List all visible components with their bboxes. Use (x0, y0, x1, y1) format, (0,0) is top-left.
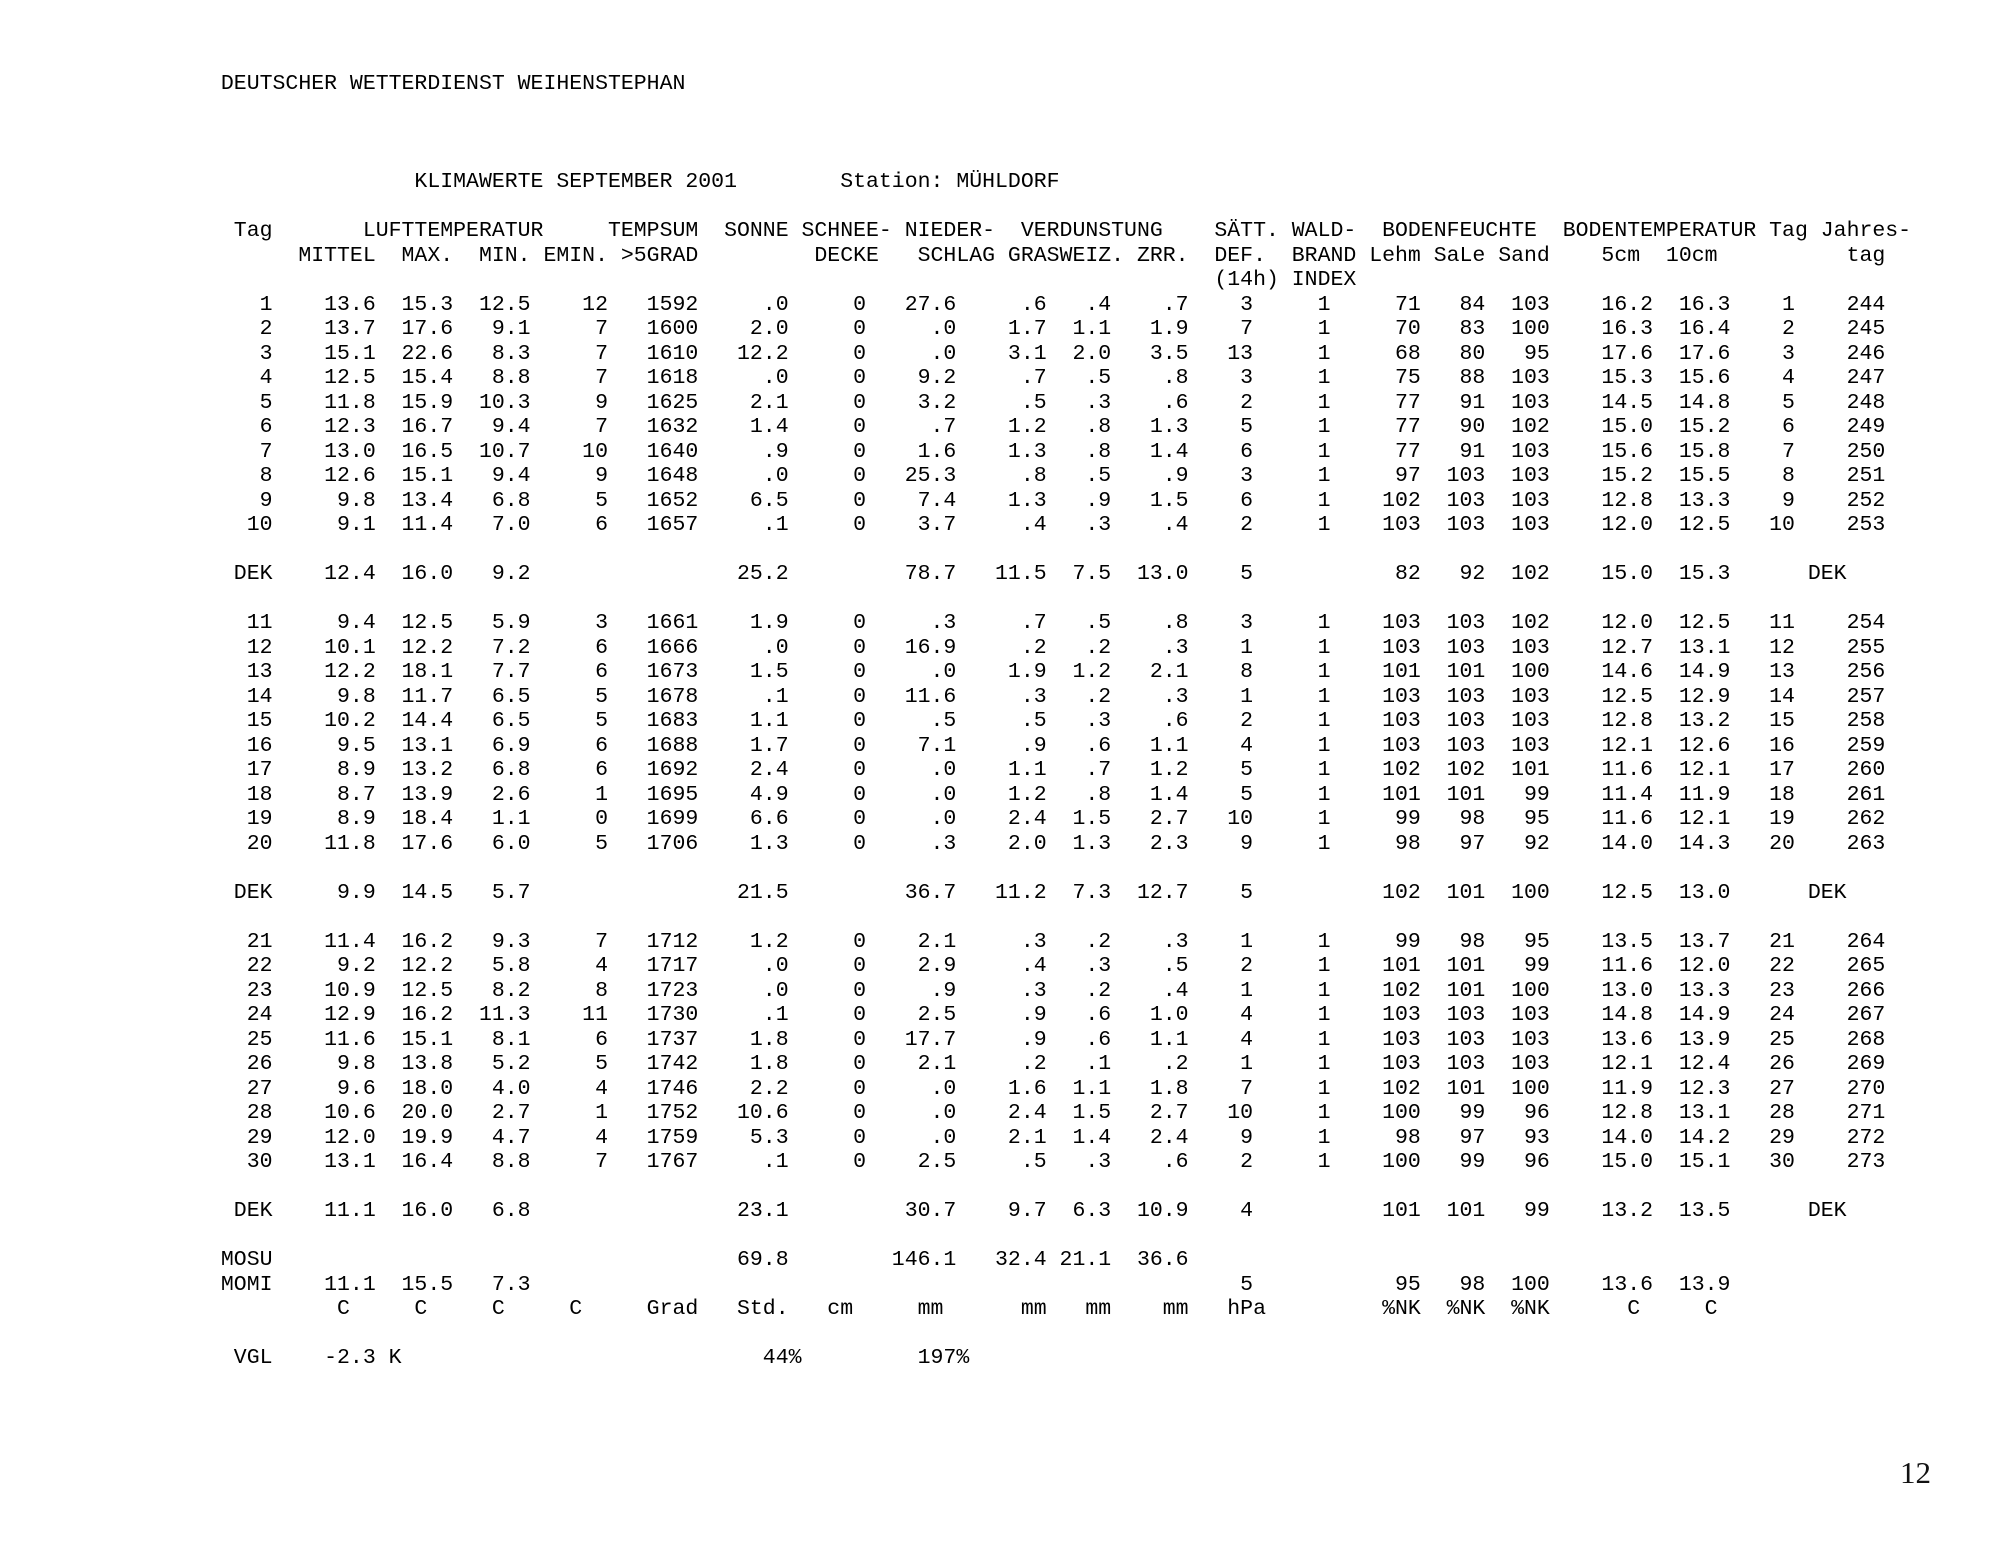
day-row-20: 20 11.8 17.6 6.0 5 1706 1.3 0 .3 2.0 1.3 2.3 9 1 98 97 92 14.0 14.3 20 263 (208, 831, 1886, 856)
blank-line (208, 121, 1911, 146)
day-row-19: 19 8.9 18.4 1.1 0 1699 6.6 0 .0 2.4 1.5 2.7 10 1 99 98 95 11.6 12.1 19 262 (208, 807, 1886, 831)
day-row-30: 30 13.1 16.4 8.8 7 1767 .1 0 2.5 .5 .3 .6 2 1 100 99 96 15.0 15.1 30 273 (208, 1150, 1886, 1174)
vgl-row: VGL -2.3 K 44% 197% (208, 1346, 970, 1370)
day-row-17: 17 8.9 13.2 6.8 6 1692 2.4 0 .0 1.1 .7 1.2 5 1 102 102 101 11.6 12.1 17 260 (208, 758, 1886, 782)
day-row-8: 8 12.6 15.1 9.4 9 1648 .0 0 25.3 .8 .5 .9 3 1 97 103 103 15.2 15.5 8 251 (208, 464, 1886, 488)
day-row-25: 25 11.6 15.1 8.1 6 1737 1.8 0 17.7 .9 .6 1.1 4 1 103 103 103 13.6 13.9 25 268 (208, 1027, 1886, 1052)
blank-line (208, 587, 1911, 612)
day-row-15: 15 10.2 14.4 6.5 5 1683 1.1 0 .5 .5 .3 .6 2 1 103 103 103 12.8 13.2 15 258 (208, 709, 1886, 733)
day-row-1: 1 13.6 15.3 12.5 12 1592 .0 0 27.6 .6 .4 .7 3 1 71 84 103 16.2 16.3 1 244 (208, 292, 1886, 317)
blank-line (208, 146, 1911, 171)
day-row-7: 7 13.0 16.5 10.7 10 1640 .9 0 1.6 1.3 .8 1.4 6 1 77 91 103 15.6 15.8 7 250 (208, 439, 1886, 464)
blank-line (208, 1224, 1911, 1249)
monthly-sum-row: MOSU 69.8 146.1 32.4 21.1 36.6 (208, 1248, 1189, 1272)
title-line: KLIMAWERTE SEPTEMBER 2001 Station: MÜHLDORF (208, 170, 1060, 194)
day-row-21: 21 11.4 16.2 9.3 7 1712 1.2 0 2.1 .3 .2 .3 1 1 99 98 95 13.5 13.7 21 264 (208, 929, 1886, 954)
blank-line (208, 1322, 1911, 1347)
day-row-22: 22 9.2 12.2 5.8 4 1717 .0 0 2.9 .4 .3 .5 2 1 101 101 99 11.6 12.0 22 265 (208, 954, 1886, 978)
column-header-line-1: Tag LUFTTEMPERATUR TEMPSUM SONNE SCHNEE- NIEDER- VERDUNSTUNG SÄTT. WALD- BODENFEUCHTE BODENTEMPERATUR Tag Jahres- (208, 219, 1912, 243)
page-number: 12 (1900, 1455, 1931, 1490)
blank-line (208, 538, 1911, 563)
blank-line (208, 905, 1911, 930)
day-row-5: 5 11.8 15.9 10.3 9 1625 2.1 0 3.2 .5 .3 .6 2 1 77 91 103 14.5 14.8 5 248 (208, 390, 1886, 415)
climate-report-table (208, 72, 1911, 1371)
day-row-10: 10 9.1 11.4 7.0 6 1657 .1 0 3.7 .4 .3 .4 2 1 103 103 103 12.0 12.5 10 253 (208, 513, 1886, 537)
decade-summary-row-2: DEK 9.9 14.5 5.7 21.5 36.7 11.2 7.3 12.7 5 102 101 100 12.5 13.0 DEK (208, 880, 1847, 905)
day-row-16: 16 9.5 13.1 6.9 6 1688 1.7 0 7.1 .9 .6 1.1 4 1 103 103 103 12.1 12.6 16 259 (208, 733, 1886, 758)
decade-summary-row-1: DEK 12.4 16.0 9.2 25.2 78.7 11.5 7.5 13.0 5 82 92 102 15.0 15.3 DEK (208, 562, 1847, 586)
units-row: C C C C Grad Std. cm mm mm mm mm hPa %NK %NK %NK C C (208, 1297, 1718, 1321)
day-row-26: 26 9.8 13.8 5.2 5 1742 1.8 0 2.1 .2 .1 .2 1 1 103 103 103 12.1 12.4 26 269 (208, 1052, 1886, 1076)
day-row-27: 27 9.6 18.0 4.0 4 1746 2.2 0 .0 1.6 1.1 1.8 7 1 102 101 100 11.9 12.3 27 270 (208, 1076, 1886, 1101)
day-row-3: 3 15.1 22.6 8.3 7 1610 12.2 0 .0 3.1 2.0 3.5 13 1 68 80 95 17.6 17.6 3 246 (208, 341, 1886, 366)
day-row-13: 13 12.2 18.1 7.7 6 1673 1.5 0 .0 1.9 1.2 2.1 8 1 101 101 100 14.6 14.9 13 256 (208, 660, 1886, 684)
column-header-line-2: MITTEL MAX. MIN. EMIN. >5GRAD DECKE SCHLAG GRASWEIZ. ZRR. DEF. BRAND Lehm SaLe Sand 5cm 10cm tag (208, 243, 1886, 268)
org-line: DEUTSCHER WETTERDIENST WEIHENSTEPHAN (208, 72, 686, 96)
blank-line (208, 195, 1911, 220)
day-row-11: 11 9.4 12.5 5.9 3 1661 1.9 0 .3 .7 .5 .8 3 1 103 103 102 12.0 12.5 11 254 (208, 611, 1886, 635)
blank-line (208, 1175, 1911, 1200)
day-row-29: 29 12.0 19.9 4.7 4 1759 5.3 0 .0 2.1 1.4 2.4 9 1 98 97 93 14.0 14.2 29 272 (208, 1125, 1886, 1150)
day-row-14: 14 9.8 11.7 6.5 5 1678 .1 0 11.6 .3 .2 .3 1 1 103 103 103 12.5 12.9 14 257 (208, 684, 1886, 709)
day-row-12: 12 10.1 12.2 7.2 6 1666 .0 0 16.9 .2 .2 .3 1 1 103 103 103 12.7 13.1 12 255 (208, 635, 1886, 660)
day-row-4: 4 12.5 15.4 8.8 7 1618 .0 0 9.2 .7 .5 .8 3 1 75 88 103 15.3 15.6 4 247 (208, 366, 1886, 390)
day-row-28: 28 10.6 20.0 2.7 1 1752 10.6 0 .0 2.4 1.5 2.7 10 1 100 99 96 12.8 13.1 28 271 (208, 1101, 1886, 1125)
blank-line (208, 856, 1911, 881)
blank-line (208, 97, 1911, 122)
day-row-6: 6 12.3 16.7 9.4 7 1632 1.4 0 .7 1.2 .8 1.3 5 1 77 90 102 15.0 15.2 6 249 (208, 415, 1886, 439)
day-row-2: 2 13.7 17.6 9.1 7 1600 2.0 0 .0 1.7 1.1 1.9 7 1 70 83 100 16.3 16.4 2 245 (208, 317, 1886, 341)
day-row-18: 18 8.7 13.9 2.6 1 1695 4.9 0 .0 1.2 .8 1.4 5 1 101 101 99 11.4 11.9 18 261 (208, 782, 1886, 807)
decade-summary-row-3: DEK 11.1 16.0 6.8 23.1 30.7 9.7 6.3 10.9 4 101 101 99 13.2 13.5 DEK (208, 1199, 1847, 1223)
day-row-23: 23 10.9 12.5 8.2 8 1723 .0 0 .9 .3 .2 .4 1 1 102 101 100 13.0 13.3 23 266 (208, 978, 1886, 1003)
day-row-24: 24 12.9 16.2 11.3 11 1730 .1 0 2.5 .9 .6 1.0 4 1 103 103 103 14.8 14.9 24 267 (208, 1003, 1886, 1027)
column-header-line-3: (14h) INDEX (208, 268, 1357, 292)
monthly-mean-row: MOMI 11.1 15.5 7.3 5 95 98 100 13.6 13.9 (208, 1272, 1731, 1297)
day-row-9: 9 9.8 13.4 6.8 5 1652 6.5 0 7.4 1.3 .9 1.5 6 1 102 103 103 12.8 13.3 9 252 (208, 488, 1886, 513)
